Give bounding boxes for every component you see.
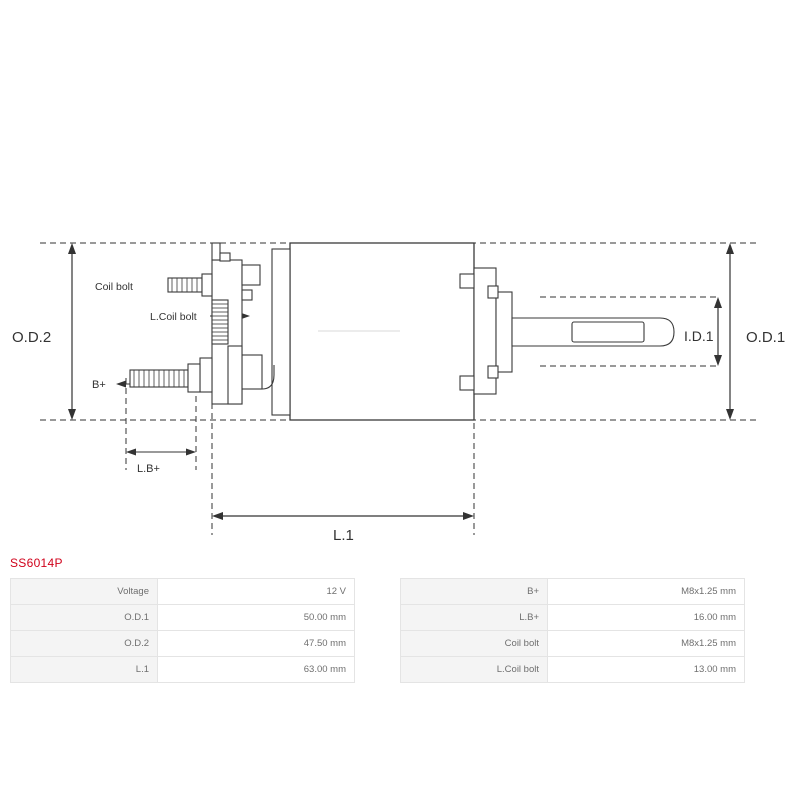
spec-value-coil-bolt: M8x1.25 mm <box>548 631 745 657</box>
dimension-lbplus <box>126 449 196 476</box>
dimension-label-id1: I.D.1 <box>684 328 714 344</box>
table-row <box>401 631 745 657</box>
table-row <box>401 605 745 631</box>
spec-label-coil-bolt: Coil bolt <box>401 631 548 657</box>
spec-value-bplus: M8x1.25 mm <box>548 579 745 605</box>
spec-value-od2: 47.50 mm <box>158 631 355 657</box>
dimension-label-l1: L.1 <box>333 527 354 544</box>
callout-label-lcoil-bolt: L.Coil bolt <box>150 311 197 323</box>
dimension-label-bplus: B+ <box>92 379 106 391</box>
table-row <box>11 657 355 683</box>
dimension-od2 <box>12 243 76 420</box>
dimension-od1 <box>726 243 785 420</box>
spec-label-voltage: Voltage <box>11 579 158 605</box>
table-row <box>11 579 355 605</box>
spec-value-lcoil-bolt: 13.00 mm <box>548 657 745 683</box>
spec-label-l1: L.1 <box>11 657 158 683</box>
spec-table-left <box>10 578 355 683</box>
table-row <box>401 657 745 683</box>
callout-label-coil-bolt: Coil bolt <box>95 281 133 293</box>
spec-label-od2: O.D.2 <box>11 631 158 657</box>
spec-value-lbplus: 16.00 mm <box>548 605 745 631</box>
spec-label-bplus: B+ <box>401 579 548 605</box>
table-row <box>11 631 355 657</box>
table-row <box>401 579 745 605</box>
spec-value-voltage: 12 V <box>158 579 355 605</box>
spec-label-od1: O.D.1 <box>11 605 158 631</box>
dimension-id1 <box>684 297 722 366</box>
spec-table-right <box>400 578 745 683</box>
table-row <box>11 605 355 631</box>
dimension-label-od2: O.D.2 <box>12 329 52 346</box>
dimension-label-od1: O.D.1 <box>746 329 786 346</box>
specifications <box>10 578 790 683</box>
spec-value-l1: 63.00 mm <box>158 657 355 683</box>
spec-label-lcoil-bolt: L.Coil bolt <box>401 657 548 683</box>
solenoid-geometry <box>130 243 674 420</box>
dimension-l1 <box>212 512 474 544</box>
part-number: SS6014P <box>10 556 63 570</box>
dimension-label-lbplus: L.B+ <box>137 463 160 475</box>
spec-value-od1: 50.00 mm <box>158 605 355 631</box>
spec-label-lbplus: L.B+ <box>401 605 548 631</box>
